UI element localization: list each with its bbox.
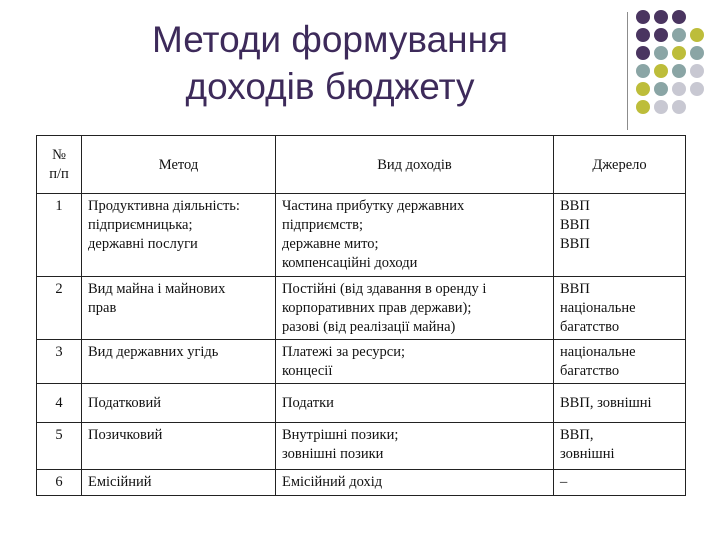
cell-method: Податковий (82, 384, 276, 423)
decorative-dot (636, 100, 650, 114)
header-method: Метод (82, 136, 276, 194)
decorative-dot (690, 64, 704, 78)
decorative-dot (672, 46, 686, 60)
cell-number: 6 (37, 470, 82, 496)
decorative-dot (672, 64, 686, 78)
decorative-dot (672, 10, 686, 24)
cell-method: Продуктивна діяльність: підприємницька; державні послуги (82, 194, 276, 277)
decorative-dot (672, 82, 686, 96)
decorative-dot (654, 28, 668, 42)
cell-method: Вид державних угідь (82, 340, 276, 384)
header-number: № п/п (37, 136, 82, 194)
cell-source: – (554, 470, 686, 496)
table-row (37, 423, 686, 470)
decorative-dot (654, 10, 668, 24)
decorative-dot (636, 82, 650, 96)
header-income-type: Вид доходів (276, 136, 554, 194)
cell-source: ВВП національне багатство (554, 277, 686, 340)
decorative-dot (654, 64, 668, 78)
decorative-dot (672, 28, 686, 42)
cell-income-type: Частина прибутку державних підприємств; державне мито; компенсаційні доходи (276, 194, 554, 277)
slide-title (90, 16, 570, 110)
header-source: Джерело (554, 136, 686, 194)
table-row (37, 470, 686, 496)
cell-method: Вид майна і майнових прав (82, 277, 276, 340)
decorative-dot (690, 46, 704, 60)
decorative-dot-grid (636, 10, 716, 122)
decorative-dot (654, 100, 668, 114)
cell-source: ВВП ВВП ВВП (554, 194, 686, 277)
cell-income-type: Податки (276, 384, 554, 423)
decorative-divider (627, 12, 628, 130)
cell-number: 1 (37, 194, 82, 277)
decorative-dot (636, 46, 650, 60)
cell-income-type: Внутрішні позики; зовнішні позики (276, 423, 554, 470)
decorative-dot (636, 28, 650, 42)
cell-source: ВВП, зовнішні (554, 384, 686, 423)
slide-title-line-1: Методи формування (151, 19, 509, 60)
table-row (37, 277, 686, 340)
cell-source: національне багатство (554, 340, 686, 384)
cell-income-type: Постійні (від здавання в оренду і корпоративних прав держави); разові (від реалізації майна) (276, 277, 554, 340)
decorative-dot (672, 100, 686, 114)
cell-number: 2 (37, 277, 82, 340)
decorative-dot (690, 28, 704, 42)
cell-method: Емісійний (82, 470, 276, 496)
table-row (37, 194, 686, 277)
slide-title-line-2: доходів бюджету (185, 66, 475, 107)
decorative-dot (636, 64, 650, 78)
cell-income-type: Платежі за ресурси; концесії (276, 340, 554, 384)
cell-income-type: Емісійний дохід (276, 470, 554, 496)
cell-number: 3 (37, 340, 82, 384)
decorative-dot (690, 82, 704, 96)
decorative-dot (654, 82, 668, 96)
cell-source: ВВП, зовнішні (554, 423, 686, 470)
table-header-row (37, 136, 686, 194)
cell-number: 4 (37, 384, 82, 423)
cell-method: Позичковий (82, 423, 276, 470)
decorative-dot (636, 10, 650, 24)
table-row (37, 340, 686, 384)
cell-number: 5 (37, 423, 82, 470)
decorative-dot (654, 46, 668, 60)
table-row (37, 384, 686, 423)
income-methods-table (36, 135, 686, 496)
